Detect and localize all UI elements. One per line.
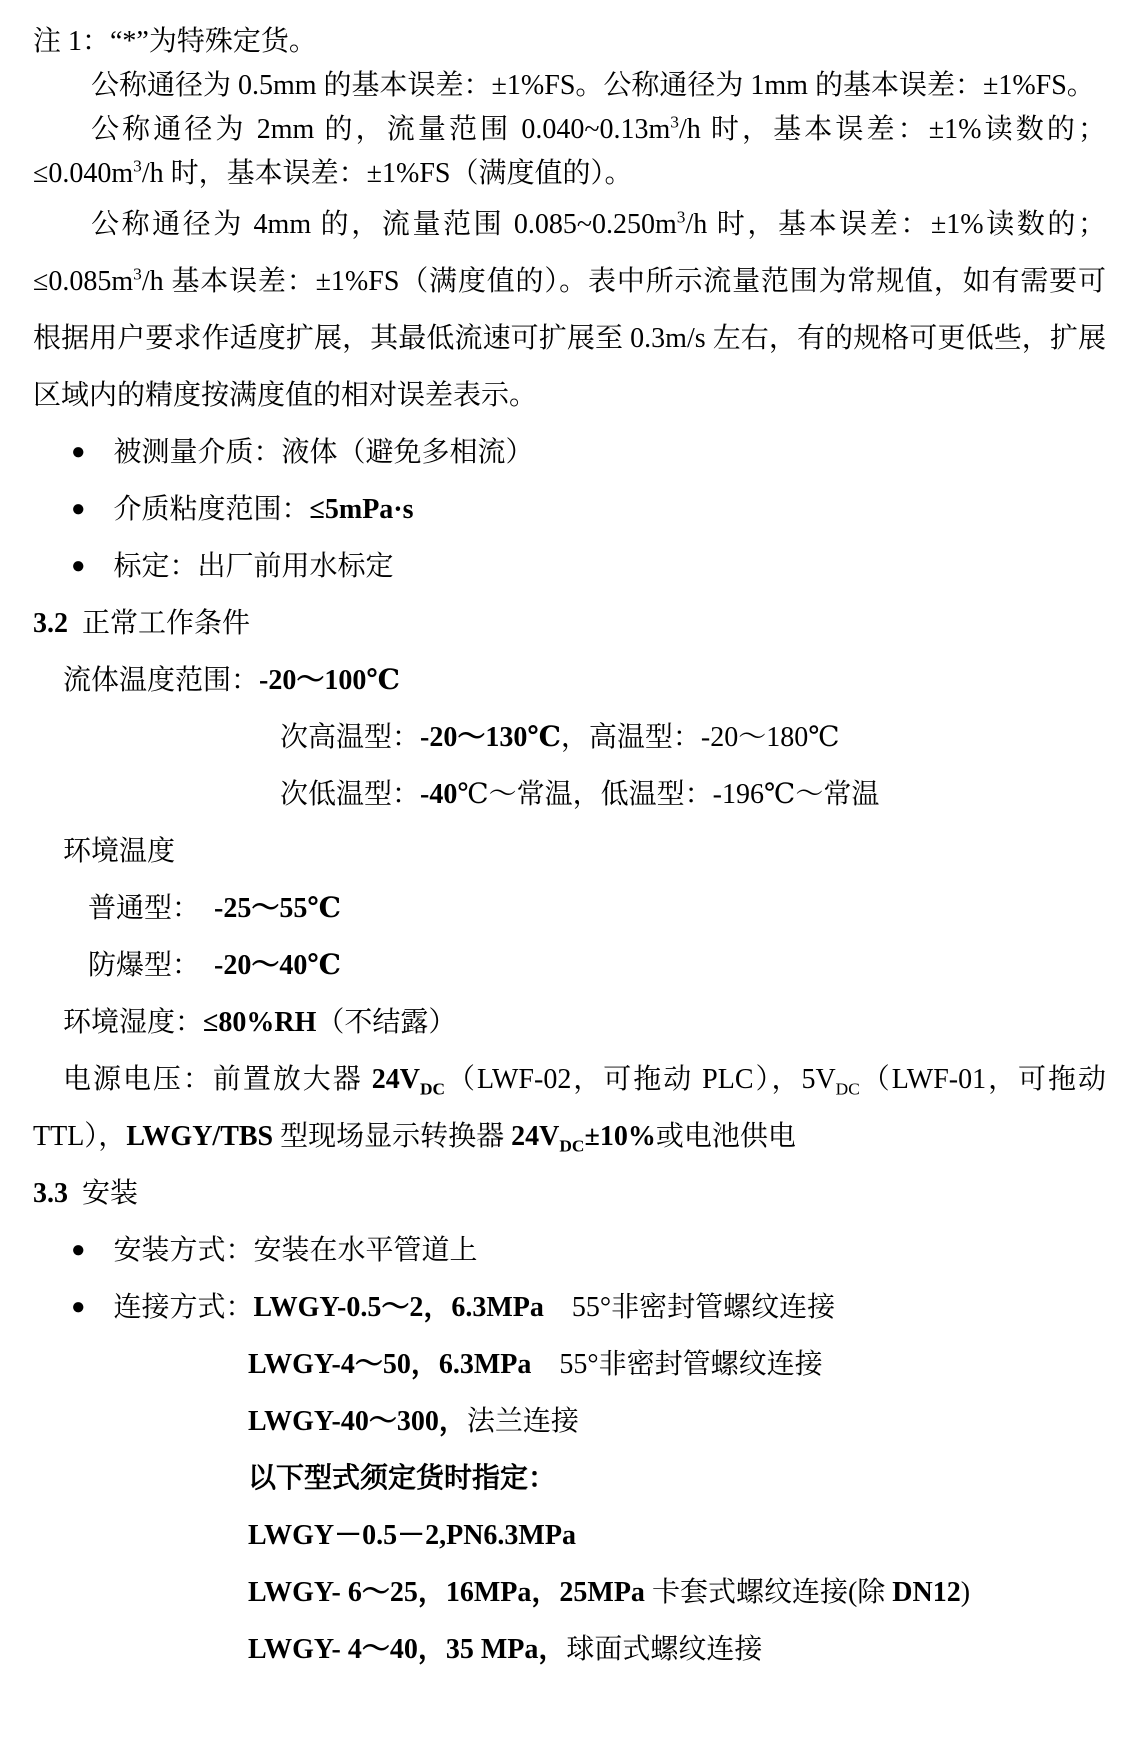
para-dn2 (33, 108, 1106, 196)
text-segment: 3 (133, 156, 142, 176)
text-segment: 正常工作条件 (68, 608, 251, 639)
line-lwgy-05-2-pn63 (33, 1507, 1106, 1564)
para-dn05-dn1 (33, 64, 1106, 108)
line-explosion-proof-type (33, 937, 1106, 994)
text-segment: 防爆型： (88, 950, 215, 981)
text-segment: 标定：出厂前用水标定 (113, 551, 394, 582)
text-segment: ±10% (584, 1121, 656, 1152)
text-segment: 公称通径为 0.5mm 的基本误差：±1%FS。公称通径为 1mm 的基本误差：±1%FS。 (91, 70, 1095, 101)
para-dn4 (33, 196, 1106, 424)
text-segment: 以下型式须定货时指定： (248, 1463, 557, 1494)
para-power-supply (33, 1051, 1113, 1165)
text-segment: 被测量介质：液体（避免多相流） (113, 437, 534, 468)
text-segment: -25～55℃ (214, 893, 341, 924)
text-segment: 环境湿度： (63, 1007, 204, 1038)
text-segment: /h 时，基本误差：±1%读数的；≤0.085m (33, 209, 1106, 297)
text-segment: 连接方式： (113, 1292, 254, 1323)
text-segment: （LWF-01，可拖动 TTL）， (33, 1064, 1113, 1152)
bullet-viscosity (33, 481, 1106, 538)
text-segment: -20～100℃ (259, 665, 400, 696)
text-segment: /h 基本误差：±1%FS（满度值的）。表中所示流量范围为常规值，如有需要可根据用户要求作适度扩展，其最低流速可扩展至 0.3m/s 左右，有的规格可更低些，扩展区域内的精度按满度值的相对误差表示。 (33, 266, 1106, 411)
text-segment: 或电池供电 (655, 1121, 796, 1152)
bullet-connection-method (33, 1279, 1106, 1336)
text-segment: 24V (511, 1121, 560, 1152)
text-segment: /h 时，基本误差：±1%读数的；≤0.040m (33, 114, 1106, 189)
text-segment: ℃～常温，低温型：-196℃～常温 (457, 779, 880, 810)
line-order-note (33, 1450, 1106, 1507)
text-segment: 电源电压：前置放大器 (63, 1064, 372, 1095)
line-fluid-temp-range (33, 652, 1106, 709)
text-segment: 3.3 (33, 1178, 68, 1209)
line-lwgy-4-40 (33, 1621, 1106, 1678)
text-segment: 介质粘度范围： (113, 494, 310, 525)
line-low-temp-types (33, 766, 1106, 823)
bullet-icon: ● (71, 439, 86, 465)
text-segment: （不结露） (316, 1007, 457, 1038)
text-segment: 流体温度范围： (63, 665, 260, 696)
text-segment: 安装 (68, 1178, 139, 1209)
line-lwgy-4-50 (33, 1336, 1106, 1393)
text-segment: 次高温型： (280, 722, 421, 753)
text-segment: -20～130℃ (420, 722, 561, 753)
bullet-icon: ● (71, 496, 86, 522)
text-segment: 球面式螺纹连接 (566, 1634, 763, 1665)
text-segment: LWGY/TBS (126, 1121, 274, 1152)
bullet-install-method-text (114, 1222, 1107, 1279)
text-segment: 法兰连接 (466, 1406, 579, 1437)
text-segment: LWGY-0.5～2，6.3MPa (253, 1292, 544, 1323)
text-segment: ≤5mPa·s (309, 494, 414, 525)
text-segment: 安装方式：安装在水平管道上 (113, 1235, 478, 1266)
text-segment: 普通型： (88, 893, 215, 924)
text-segment: -40 (420, 779, 458, 810)
text-segment: DC (559, 1136, 585, 1156)
text-segment: 型现场显示转换器 (273, 1121, 512, 1152)
bullet-calibration-text (114, 538, 1107, 595)
text-segment: ，高温型：-20～180℃ (560, 722, 840, 753)
bullet-measured-medium (33, 424, 1106, 481)
text-segment: 注 1：“*”为特殊定货。 (33, 26, 317, 57)
heading-3-2 (33, 595, 1106, 652)
text-segment: LWGY- 6～25，16MPa，25MPa (248, 1577, 652, 1608)
text-segment: 3 (670, 112, 679, 132)
bullet-measured-medium-text (114, 424, 1107, 481)
text-segment: LWGY-4～50，6.3MPa (248, 1349, 532, 1380)
text-segment: 3 (676, 207, 686, 227)
text-segment: 3 (133, 264, 142, 284)
line-normal-type (33, 880, 1106, 937)
text-segment: 3.2 (33, 608, 68, 639)
text-segment: （LWF-02，可拖动 PLC），5V (445, 1064, 836, 1095)
note-1 (33, 20, 1106, 64)
text-segment: -20～40℃ (214, 950, 341, 981)
text-segment: LWGY－0.5－2,PN6.3MPa (248, 1520, 576, 1551)
bullet-icon: ● (71, 1294, 86, 1320)
text-segment: LWGY-40～300， (248, 1406, 467, 1437)
heading-3-3 (33, 1165, 1106, 1222)
bullet-install-method (33, 1222, 1106, 1279)
bullet-icon: ● (71, 1237, 86, 1263)
text-segment: DN12 (892, 1577, 961, 1608)
text-segment: DC (419, 1079, 446, 1099)
text-segment: 次低温型： (280, 779, 421, 810)
bullet-calibration (33, 538, 1106, 595)
line-humidity (33, 994, 1106, 1051)
text-segment: 卡套式螺纹连接(除 (651, 1577, 893, 1608)
bullet-viscosity-text (114, 481, 1107, 538)
text-segment: 55°非密封管螺纹连接 (543, 1292, 836, 1323)
document-body (33, 20, 1113, 1678)
text-segment: LWGY- 4～40，35 MPa， (248, 1634, 567, 1665)
text-segment: ) (960, 1577, 971, 1608)
bullet-connection-method-text (114, 1279, 1107, 1336)
line-lwgy-6-25 (33, 1564, 1106, 1621)
text-segment: 公称通径为 2mm 的，流量范围 0.040~0.13m (91, 114, 671, 145)
bullet-icon: ● (71, 553, 86, 579)
line-lwgy-40-300 (33, 1393, 1106, 1450)
text-segment: 24V (371, 1064, 420, 1095)
text-segment: 环境温度 (63, 836, 176, 867)
line-ambient-temp (33, 823, 1106, 880)
text-segment: 公称通径为 4mm 的，流量范围 0.085~0.250m (91, 209, 677, 240)
line-high-temp-types (33, 709, 1106, 766)
text-segment: /h 时，基本误差：±1%FS（满度值的）。 (141, 158, 633, 189)
text-segment: ≤80%RH (203, 1007, 317, 1038)
text-segment: 55°非密封管螺纹连接 (531, 1349, 823, 1380)
text-segment: DC (835, 1079, 860, 1099)
